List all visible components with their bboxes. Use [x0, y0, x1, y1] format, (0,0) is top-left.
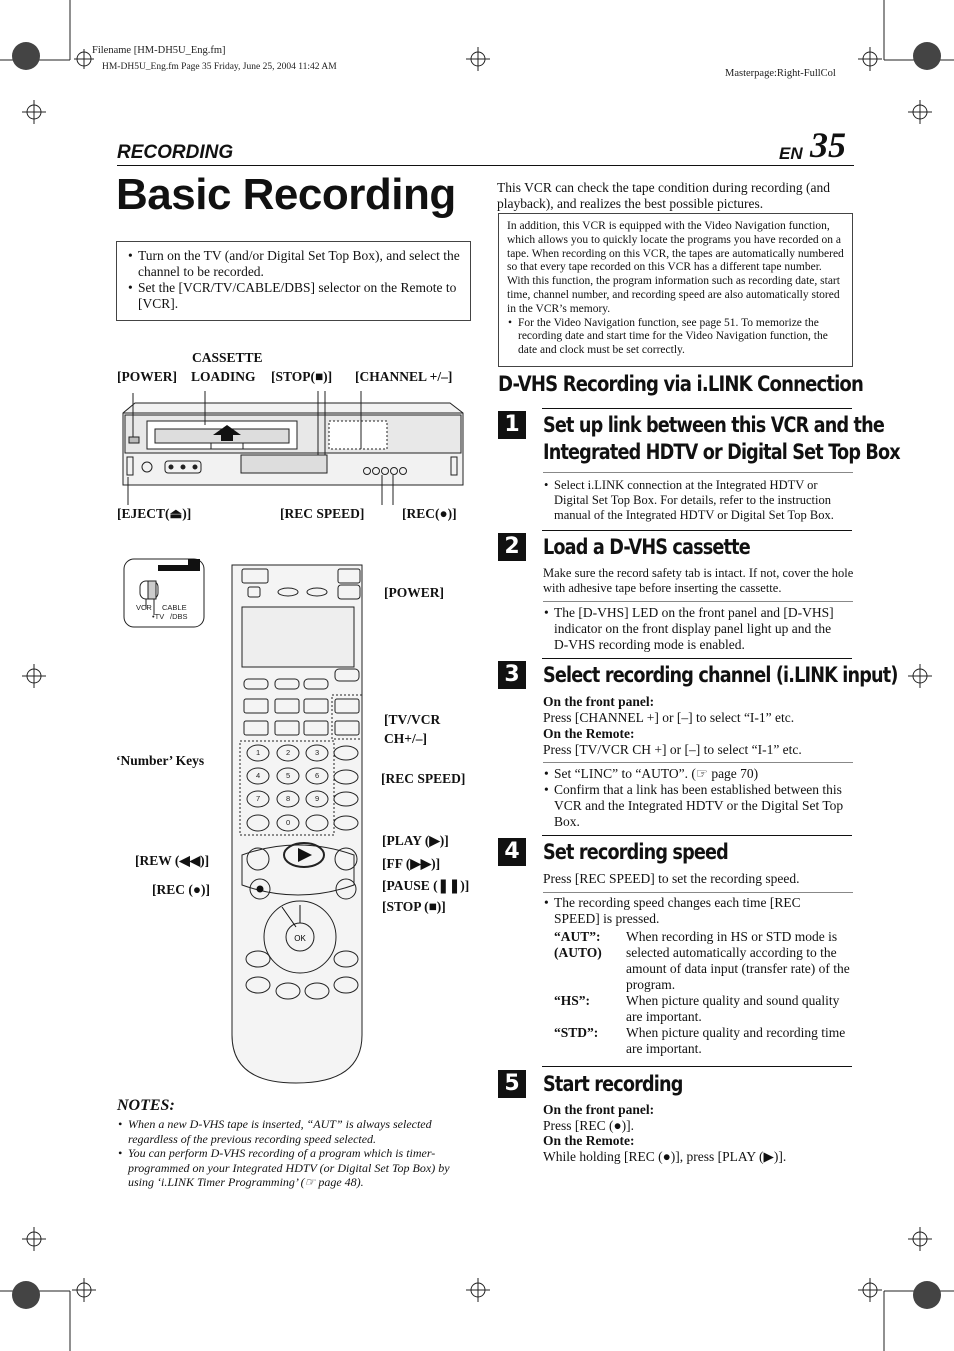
step-2-title: Load a D-VHS cassette [543, 535, 750, 559]
label-remote-rec: [REC (●)] [152, 882, 211, 897]
label-vcr-channel: [CHANNEL +/–] [355, 369, 453, 384]
step-5-title: Start recording [543, 1072, 683, 1096]
notes-heading: NOTES: [117, 1097, 175, 1114]
label-remote-ff: [FF (▶▶)] [382, 856, 441, 871]
definition-desc: When picture quality and sound quality are important. [626, 993, 840, 1024]
language-label: EN [779, 144, 803, 163]
label-cassette-1: CASSETTE [192, 350, 263, 365]
label-remote-tvvcr-1: [TV/VCR [384, 712, 441, 727]
step-4-text: Press [REC SPEED] to set the recording speed. [543, 871, 800, 886]
step-rule [542, 658, 852, 659]
svg-text:4: 4 [256, 771, 261, 780]
label-remote-rew: [REW (◀◀)] [135, 853, 210, 868]
label-remote-rec-speed: [REC SPEED] [381, 771, 466, 786]
remote-text: Press [TV/VCR CH +] or [–] to select “I-1” etc. [543, 742, 802, 757]
navbox-text: In addition, this VCR is equipped with the Video Navigation function, which allows you to quickly locate the programs you have recorded on a tape. When recording on this VCR, the tapes are automatically numbered so that every tape recorded on this VCR has a different tape number. With this function, the program information such as recording date, start time, channel number, and recording speed are also automatically stored in the VCR’s memory. [507, 220, 844, 315]
step-number-2: 2 [498, 533, 526, 561]
step-4-title: Set recording speed [543, 840, 728, 864]
remote-text: While holding [REC (●)], press [PLAY (▶)]. [543, 1148, 787, 1164]
front-panel-label: On the front panel: [543, 694, 655, 709]
note-item: • You can perform D-VHS recording of a program which is timer-programmed on your Integrated HDTV (or Digital Set Top Box) by using ‘i.LINK Timer Programming’ (☞ page 48). [117, 1146, 472, 1190]
step-2-text: Make sure the record safety tab is intact. If not, cover the hole with adhesive tape before inserting the cassette. [543, 566, 854, 595]
remote-control-illustration [118, 555, 378, 1090]
step-number-5: 5 [498, 1070, 526, 1098]
svg-text:•TV: •TV [152, 612, 165, 621]
svg-text:9: 9 [315, 794, 320, 803]
definition-desc: When picture quality and recording time are important. [626, 1025, 846, 1056]
definition-desc: When recording in HS or STD mode is selected automatically according to the amount of data input (transfer rate) of the program. [626, 929, 850, 992]
video-navigation-box [498, 213, 853, 367]
prep-item: • Set the [VCR/TV/CABLE/DBS] selector on the Remote to [VCR]. [127, 280, 460, 312]
step-rule [542, 835, 852, 836]
label-vcr-stop: [STOP(■)] [271, 369, 333, 384]
label-number-keys: ‘Number’ Keys [116, 753, 205, 768]
filename: Filename [HM-DH5U_Eng.fm] [92, 45, 226, 56]
ok-key-label: OK [294, 934, 306, 943]
label-remote-stop: [STOP (■)] [382, 899, 446, 914]
svg-text:7: 7 [256, 794, 261, 803]
label-vcr-rec: [REC(●)] [402, 506, 457, 521]
front-panel-text: Press [REC (●)]. [543, 1117, 635, 1133]
step-2-bullet: • The [D-VHS] LED on the front panel and [D-VHS] indicator on the front display panel light up and the D-VHS recording mode is enabled. [543, 605, 843, 653]
intro-text: This VCR can check the tape condition during recording (and playback), and realizes the best possible pictures. [497, 180, 831, 211]
notes-list [117, 1117, 472, 1190]
remote-label: On the Remote: [543, 726, 635, 741]
step-3-bullet: • Confirm that a link has been established between this VCR and the Integrated HDTV or the Digital Set Top Box. [543, 782, 848, 830]
definition-row [554, 1025, 854, 1057]
definition-row [554, 993, 854, 1025]
step-rule [542, 1066, 852, 1067]
svg-text:5: 5 [286, 771, 291, 780]
note-item: • When a new D-VHS tape is inserted, “AUT” is always selected regardless of the previous recording speed selected. [117, 1117, 472, 1146]
step-number-3: 3 [498, 661, 526, 689]
page-title: Basic Recording [116, 170, 456, 219]
label-remote-play: [PLAY (▶)] [382, 833, 449, 848]
step-3-title: Select recording channel (i.LINK input) [543, 663, 898, 687]
step-number-4: 4 [498, 838, 526, 866]
speed-definitions [554, 929, 854, 1057]
file-info: HM-DH5U_Eng.fm Page 35 Friday, June 25, 2004 11:42 AM [102, 62, 337, 72]
step-2-bullets [543, 605, 843, 653]
label-vcr-rec-speed: [REC SPEED] [280, 506, 365, 521]
definition-term: “STD”: [554, 1025, 599, 1040]
vcr-front-panel-illustration [115, 385, 470, 505]
svg-text:VCR: VCR [136, 603, 152, 612]
step-1-bullets [543, 478, 855, 523]
step-1-title-line2: Integrated HDTV or Digital Set Top Box [543, 440, 900, 464]
step-3-body [543, 694, 855, 758]
front-panel-text: Press [CHANNEL +] or [–] to select “I-1” etc. [543, 710, 795, 725]
header-rule [117, 165, 854, 166]
step-rule-thin [543, 472, 853, 473]
step-5-body [543, 1102, 855, 1164]
svg-text:2: 2 [286, 748, 291, 757]
label-vcr-power: [POWER] [117, 369, 177, 384]
section-label: RECORDING [117, 142, 234, 163]
step-3-bullet: • Set “LINC” to “AUTO”. (☞ page 70) [543, 766, 848, 782]
step-4-bullets [543, 895, 848, 927]
page-number: 35 [810, 125, 846, 165]
svg-text:0: 0 [286, 818, 291, 827]
label-cassette-2: LOADING [191, 369, 256, 384]
step-3-bullets [543, 766, 848, 830]
step-rule-thin [543, 762, 853, 763]
svg-text:CABLE: CABLE [162, 603, 187, 612]
label-remote-tvvcr-2: CH+/–] [384, 731, 427, 746]
definition-term: “HS”: [554, 993, 591, 1008]
definition-row [554, 929, 854, 993]
masterpage: Masterpage:Right-FullCol [725, 68, 836, 79]
dvhs-heading: D-VHS Recording via i.LINK Connection [498, 372, 863, 396]
step-rule [542, 530, 852, 531]
step-4-bullet: • The recording speed changes each time [REC SPEED] is pressed. [543, 895, 848, 927]
remote-label: On the Remote: [543, 1133, 635, 1148]
step-1-title-line1: Set up link between this VCR and the [543, 413, 884, 437]
definition-term: “AUT”: (AUTO) [554, 929, 602, 960]
svg-text:3: 3 [315, 748, 320, 757]
step-number-1: 1 [498, 411, 526, 439]
svg-text:1: 1 [256, 748, 261, 757]
preparation-box [116, 241, 471, 321]
prep-item: • Turn on the TV (and/or Digital Set Top Box), and select the channel to be recorded. [127, 248, 460, 280]
label-remote-power: [POWER] [384, 585, 444, 600]
svg-text:6: 6 [315, 771, 320, 780]
label-remote-pause: [PAUSE (❚❚)] [382, 878, 470, 893]
svg-text:/DBS: /DBS [170, 612, 188, 621]
front-panel-label: On the front panel: [543, 1102, 655, 1117]
navbox-bullet: • For the Video Navigation function, see page 51. To memorize the recording date and start time for the Video Navigation function, the date and clock must be set correctly. [507, 317, 844, 358]
step-rule-thin [543, 892, 853, 893]
step-1-bullet: • Select i.LINK connection at the Integrated HDTV or Digital Set Top Box. For details, refer to the instruction manual of the Integrated HDTV or Digital Set Top Box. [543, 478, 855, 523]
label-vcr-eject: [EJECT(⏏)] [117, 506, 192, 521]
step-rule-thin [543, 601, 853, 602]
svg-text:8: 8 [286, 794, 291, 803]
step-rule [542, 408, 852, 409]
